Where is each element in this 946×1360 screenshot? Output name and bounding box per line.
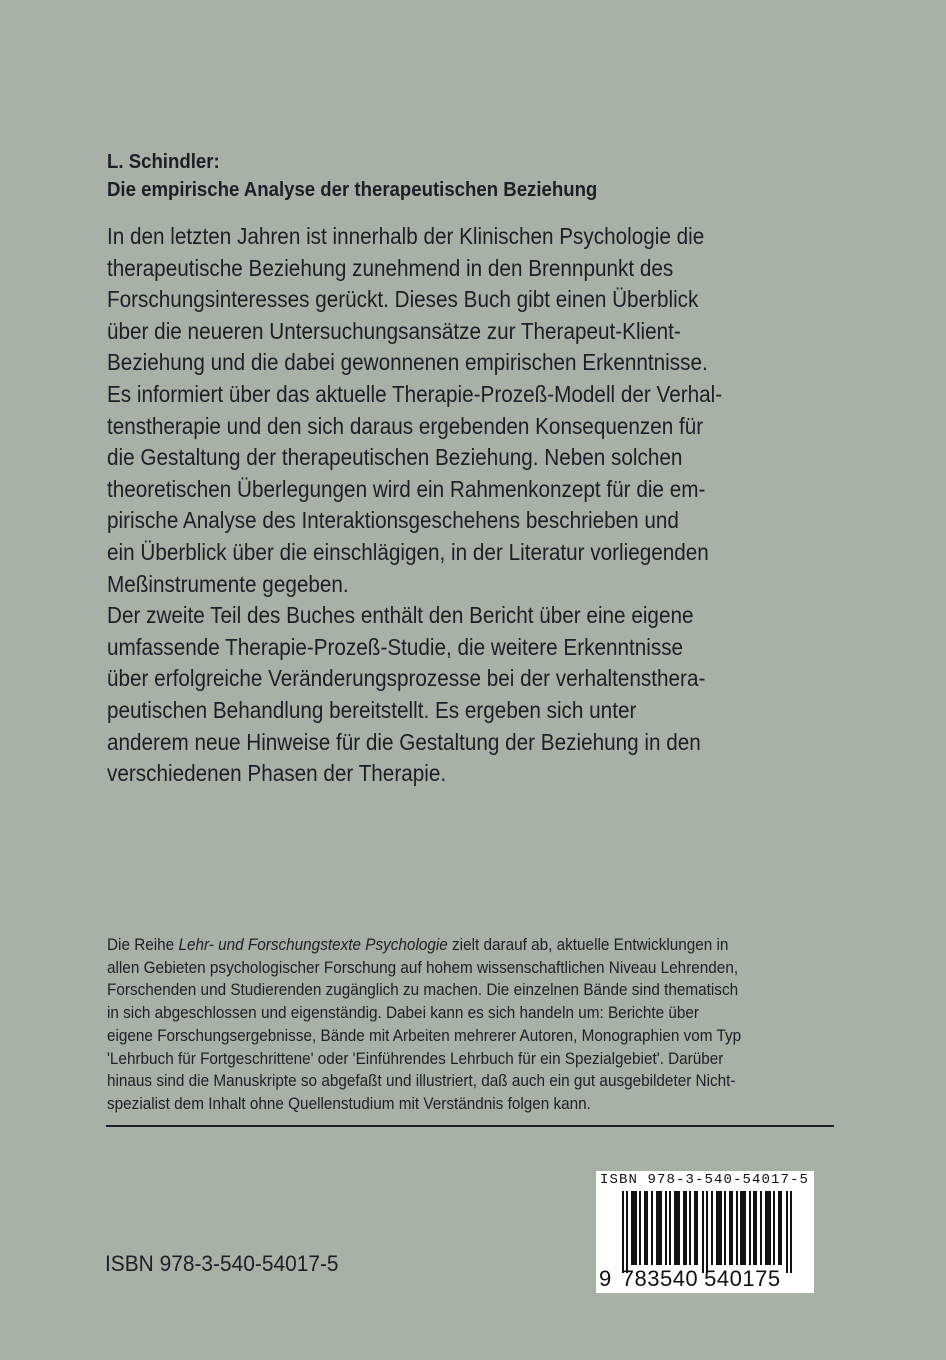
blurb-line: tenstherapie und den sich daraus ergebenden Konsequenzen für (107, 412, 704, 439)
barcode-digits (599, 1267, 781, 1291)
blurb-line: In den letzten Jahren ist innerhalb der Klinischen Psychologie die (107, 223, 705, 249)
isbn-barcode (596, 1171, 814, 1293)
series-prefix: Die Reihe (107, 935, 179, 954)
blurb-line: Es informiert über das aktuelle Therapie-Prozeß-Modell der Verhal- (107, 380, 723, 407)
blurb-line: Beziehung und die dabei gewonnenen empirischen Erkenntnisse. (107, 349, 708, 376)
barcode-isbn-label: ISBN 978-3-540-54017-5 (600, 1172, 810, 1188)
series-line: eigene Forschungsergebnisse, Bände mit Arbeiten mehrerer Autoren, Monographien vom Typ (107, 1025, 742, 1045)
blurb-line: therapeutische Beziehung zunehmend in den Brennpunkt des (107, 254, 674, 281)
series-line: in sich abgeschlossen und eigenständig. Dabei kann es sich handeln um: Berichte über (107, 1003, 699, 1023)
blurb-line: peutischen Behandlung bereitstellt. Es ergeben sich unter (107, 696, 637, 723)
blurb-line: theoretischen Überlegungen wird ein Rahmenkonzept für die em- (107, 475, 706, 502)
horizontal-divider (106, 1125, 834, 1127)
blurb-line: Meßinstrumente gegeben. (107, 570, 349, 597)
blurb-line: anderem neue Hinweise für die Gestaltung der Beziehung in den (107, 728, 701, 755)
series-line: allen Gebieten psychologischer Forschung auf hohem wissenschaftlichen Niveau Lehrenden, (107, 957, 739, 977)
blurb-line: Forschungsinteresses gerückt. Dieses Buch gibt einen Überblick (107, 286, 699, 313)
blurb-line: pirische Analyse des Interaktionsgeschehens beschrieben und (107, 507, 679, 534)
blurb-line: umfassende Therapie-Prozeß-Studie, die weitere Erkenntnisse (107, 633, 684, 660)
series-line: hinaus sind die Manuskripte so abgefaßt und illustriert, daß auch ein gut ausgebildeter Nicht- (107, 1071, 736, 1091)
blurb-line: ein Überblick über die einschlägigen, in der Literatur vorliegenden (107, 538, 709, 565)
series-line (107, 934, 791, 957)
blurb-line: die Gestaltung der therapeutischen Beziehung. Neben solchen (107, 444, 683, 471)
isbn-text: ISBN 978-3-540-54017-5 (105, 1251, 339, 1276)
series-name: Lehr- und Forschungstexte Psychologie (178, 935, 448, 954)
series-line: spezialist dem Inhalt ohne Quellenstudium mit Verständnis folgen kann. (107, 1093, 591, 1113)
series-line: 'Lehrbuch für Fortgeschrittene' oder 'Einführendes Lehrbuch für ein Spezialgebiet'. Darüber (107, 1048, 724, 1068)
blurb-line: Der zweite Teil des Buches enthält den Bericht über eine eigene (107, 602, 694, 629)
barcode-digit-group2: 540175 (704, 1266, 781, 1291)
book-title: Die empirische Analyse der therapeutischen Beziehung (107, 179, 598, 201)
barcode-bars-icon (622, 1191, 792, 1273)
blurb-line: über erfolgreiche Veränderungsprozesse bei der verhaltensthera- (107, 665, 706, 692)
blurb-line: über die neueren Untersuchungsansätze zur Therapeut-Klient- (107, 317, 681, 344)
series-description (107, 934, 867, 1116)
series-suffix: zielt darauf ab, aktuelle Entwicklungen in (447, 935, 729, 954)
barcode-digit-lead: 9 (599, 1266, 612, 1291)
author-name: L. Schindler: (107, 151, 220, 173)
blurb-text (107, 221, 867, 790)
series-line: Forschenden und Studierenden zugänglich zu machen. Die einzelnen Bände sind thematisch (107, 980, 739, 1000)
blurb-line: verschiedenen Phasen der Therapie. (107, 760, 447, 787)
barcode-digit-group1: 783540 (621, 1266, 699, 1291)
